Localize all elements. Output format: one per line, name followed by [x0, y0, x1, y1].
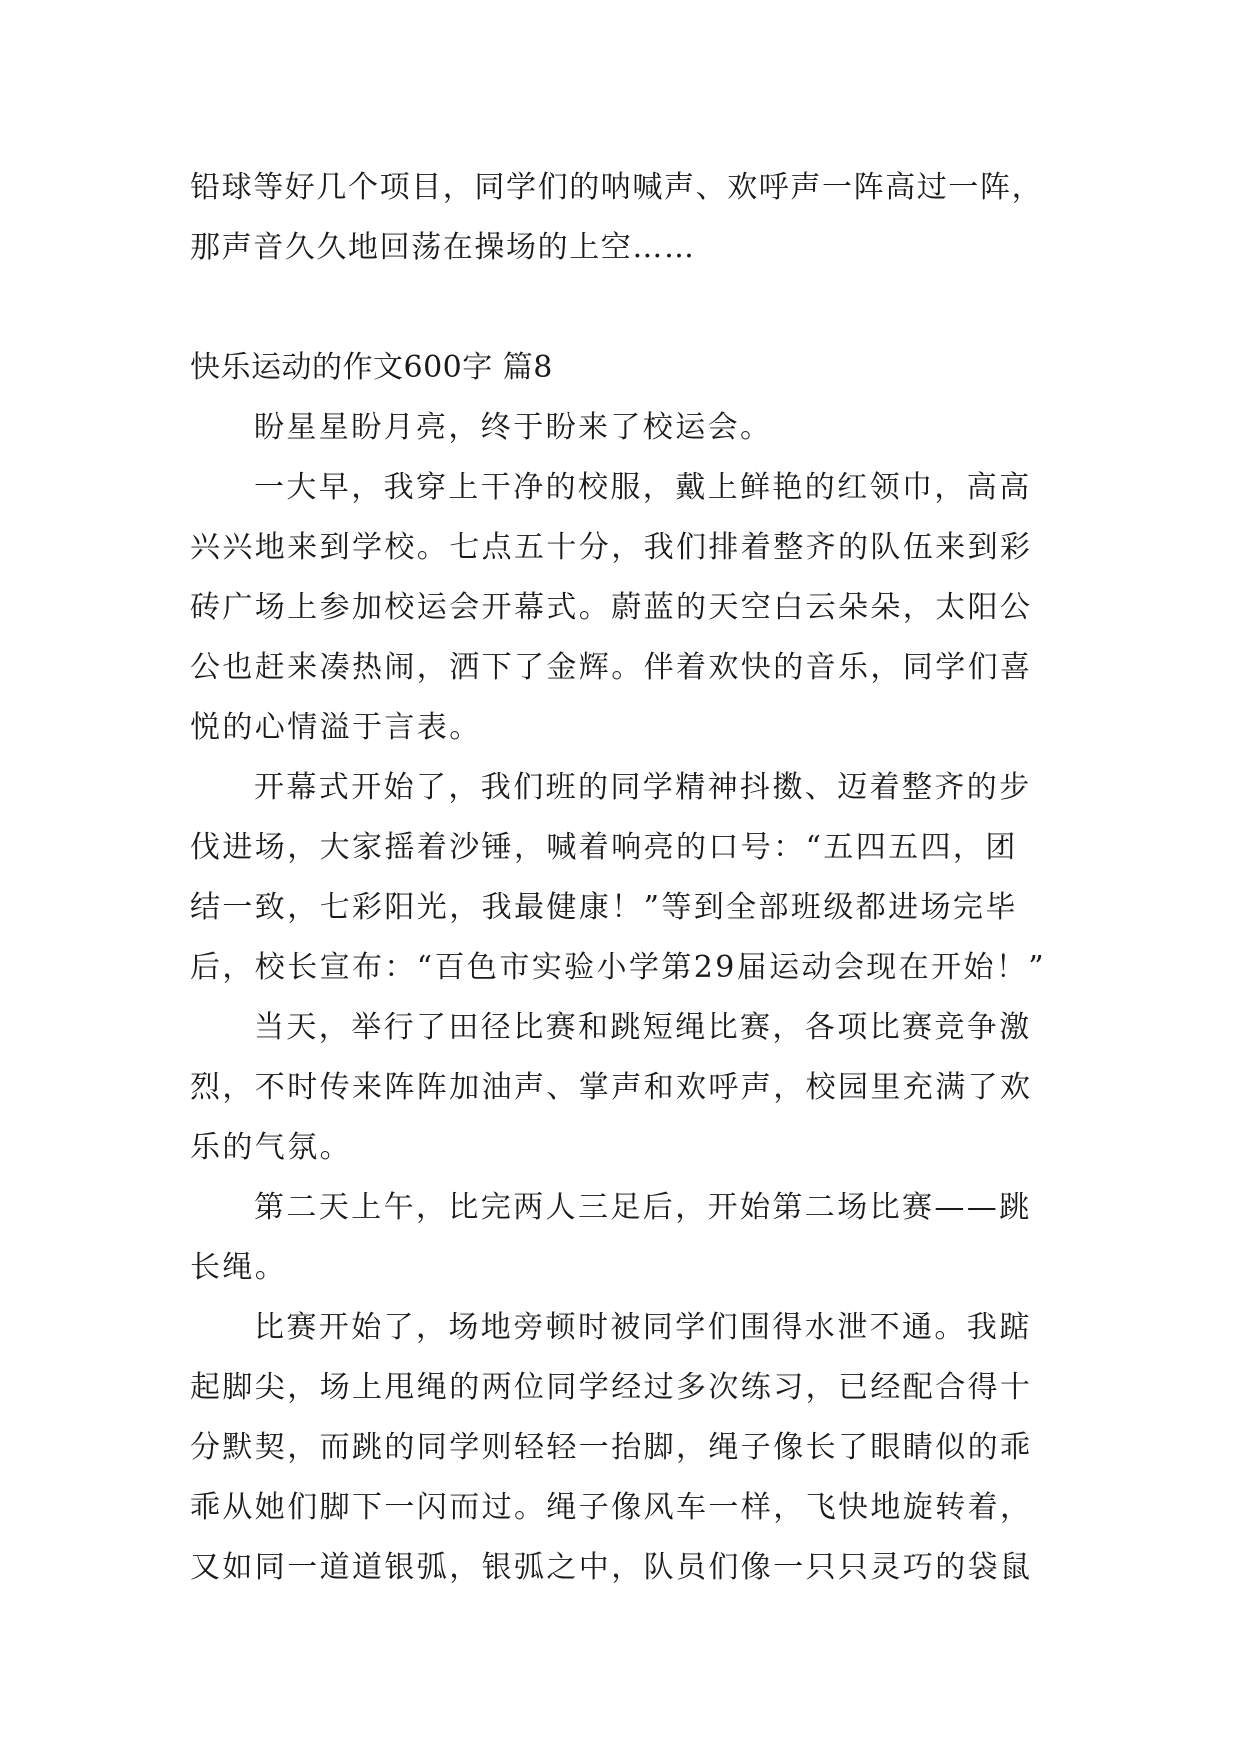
essay-body	[190, 398, 1052, 1598]
paragraph-line: 又如同一道道银弧，银弧之中，队员们像一只只灵巧的袋鼠	[190, 1550, 1033, 1585]
document-content	[190, 158, 1052, 1598]
paragraph-line: 砖广场上参加校运会开幕式。蔚蓝的天空白云朵朵，太阳公	[190, 590, 1033, 625]
paragraph-first-line: 比赛开始了，场地旁顿时被同学们围得水泄不通。我踮	[254, 1310, 1032, 1345]
essay-heading: 快乐运动的作文600字 篇8	[190, 350, 553, 385]
intro-line: 那声音久久地回荡在操场的上空……	[190, 230, 696, 265]
paragraph-line: 起脚尖，场上甩绳的两位同学经过多次练习，已经配合得十	[190, 1370, 1033, 1405]
paragraph-line: 兴兴地来到学校。七点五十分，我们排着整齐的队伍来到彩	[190, 530, 1033, 565]
paragraph-line: 公也赶来凑热闹，洒下了金辉。伴着欢快的音乐，同学们喜	[190, 650, 1033, 685]
paragraph-line: 悦的心情溢于言表。	[190, 710, 482, 745]
paragraph-line: 烈，不时传来阵阵加油声、掌声和欢呼声，校园里充满了欢	[190, 1070, 1033, 1105]
paragraph-line: 乖从她们脚下一闪而过。绳子像风车一样，飞快地旋转着，	[190, 1490, 1033, 1525]
paragraph-first-line: 盼星星盼月亮，终于盼来了校运会。	[254, 410, 773, 445]
paragraph-line: 后，校长宣布：“百色市实验小学第29届运动会现在开始！”	[190, 950, 1047, 985]
paragraph-line: 乐的气氛。	[190, 1130, 352, 1165]
paragraph-line: 长绳。	[190, 1250, 288, 1285]
paragraph-line: 分默契，而跳的同学则轻轻一抬脚，绳子像长了眼睛似的乖	[190, 1430, 1033, 1465]
paragraph-first-line: 第二天上午，比完两人三足后，开始第二场比赛——跳	[254, 1190, 1032, 1225]
paragraph-line: 伐进场，大家摇着沙锤，喊着响亮的口号：“五四五四，团	[190, 830, 1018, 865]
paragraph-first-line: 当天，举行了田径比赛和跳短绳比赛，各项比赛竞争激	[254, 1010, 1032, 1045]
paragraph-line: 结一致，七彩阳光，我最健康！”等到全部班级都进场完毕	[190, 890, 1018, 925]
intro-line: 铅球等好几个项目，同学们的呐喊声、欢呼声一阵高过一阵，	[190, 170, 1044, 205]
paragraph-first-line: 一大早，我穿上干净的校服，戴上鲜艳的红领巾，高高	[254, 470, 1032, 505]
paragraph-first-line: 开幕式开始了，我们班的同学精神抖擞、迈着整齐的步	[254, 770, 1032, 805]
